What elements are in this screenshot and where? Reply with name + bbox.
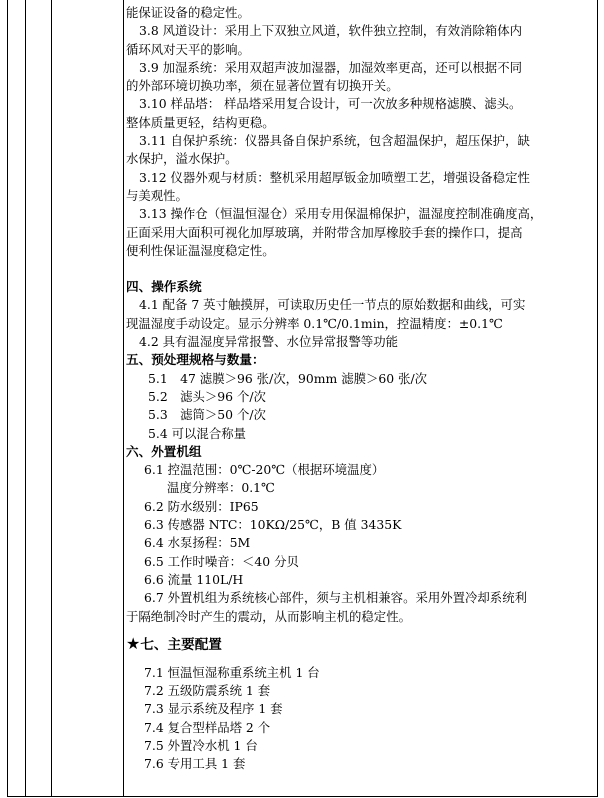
text-line: 3.13 操作仓（恒温恒湿仓）采用专用保温棉保护，温湿度控制准确度高， — [139, 206, 543, 222]
table-border-right — [597, 0, 598, 797]
text-line: 6.3 传感器 NTC：10KΩ/25℃，B 值 3435K — [144, 517, 402, 533]
text-line: 整体质量更轻，结构更稳。 — [126, 114, 275, 130]
text-line: 6.2 防水级别：IP65 — [144, 498, 259, 514]
text-line: 6.5 工作时噪音：＜40 分贝 — [144, 553, 299, 569]
section-heading-7 — [126, 634, 588, 656]
text-line: 循环风对天平的影响。 — [126, 41, 250, 57]
spec-content — [126, 4, 588, 774]
spacer — [126, 626, 588, 634]
text-line: 温度分辨率：0.1℃ — [167, 480, 275, 496]
section-heading-4: 四、操作系统 — [126, 279, 202, 295]
text-line: 的外部环境切换功率，须在显著位置有切换开关。 — [126, 78, 399, 94]
column-divider-1 — [25, 0, 26, 797]
table-border-bottom — [7, 796, 598, 797]
text-line: 正面采用大面积可视化加厚玻璃，并附带含加厚橡胶手套的操作口，提高 — [126, 224, 523, 240]
text-line: 6.6 流量 110L/H — [144, 571, 244, 587]
column-divider-3 — [123, 0, 124, 797]
text-line: 5.2 滤头＞96 个/次 — [148, 388, 266, 404]
text-line: 能保证设备的稳定性。 — [126, 5, 250, 20]
text-line: 3.12 仪器外观与材质：整机采用超厚钣金加喷塑工艺，增强设备稳定性 — [139, 169, 530, 185]
text-line: 6.7 外置机组为系统核心部件，须与主机相兼容。采用外置冷却系统利 — [144, 590, 527, 606]
list-item: 7.4 复合型样品塔 2 个 — [144, 719, 271, 735]
spacer — [126, 656, 588, 664]
text-line: 3.10 样品塔： 样品塔采用复合设计，可一次放多种规格滤膜、滤头。 — [139, 96, 522, 112]
text-line: 现温湿度手动设定。显示分辨率 0.1℃/0.1min，控温精度：±0.1℃ — [126, 315, 503, 331]
list-item: 7.3 显示系统及程序 1 套 — [144, 701, 283, 717]
text-line: 6.1 控温范围：0℃-20℃（根据环境温度） — [144, 462, 385, 478]
list-item: 7.1 恒温恒湿称重系统主机 1 台 — [144, 664, 320, 680]
section-heading-6: 六、外置机组 — [126, 443, 202, 459]
text-line: 4.1 配备 7 英寸触摸屏，可读取历史任一节点的原始数据和曲线，可实 — [139, 297, 526, 313]
table-border-left — [7, 0, 8, 797]
text-line: 与美观性。 — [126, 187, 188, 203]
list-item: 7.6 专用工具 1 套 — [144, 756, 246, 772]
section-heading-5: 五、预处理规格与数量： — [126, 352, 265, 368]
text-line: 4.2 具有温湿度异常报警、水位异常报警等功能 — [139, 334, 399, 350]
list-item: 7.2 五级防震系统 1 套 — [144, 683, 271, 699]
text-line: 5.3 滤筒＞50 个/次 — [148, 407, 266, 423]
spacer — [126, 260, 588, 278]
text-line: 3.8 风道设计：采用上下双独立风道，软件独立控制，有效消除箱体内 — [139, 23, 522, 39]
text-line: 3.11 自保护系统：仪器具备自保护系统，包含超温保护，超压保护，缺 — [139, 133, 530, 149]
list-item: 7.5 外置冷水机 1 台 — [144, 737, 258, 753]
star-icon: ★ — [126, 633, 141, 653]
column-divider-2 — [51, 0, 52, 797]
text-line: 5.4 可以混合称量 — [148, 425, 246, 441]
text-line: 6.4 水泵扬程：5M — [144, 535, 251, 551]
text-line: 5.1 47 滤膜＞96 张/次，90mm 滤膜＞60 张/次 — [148, 370, 428, 386]
text-line: 水保护，溢水保护。 — [126, 151, 238, 167]
text-line: 便利性保证温湿度稳定性。 — [126, 242, 275, 258]
section-heading-7-label: 七、主要配置 — [140, 636, 222, 653]
text-line: 3.9 加湿系统：采用双超声波加湿器，加湿效率更高，还可以根据不同 — [139, 59, 522, 75]
text-line: 于隔绝制冷时产生的震动，从而影响主机的稳定性。 — [126, 608, 411, 624]
